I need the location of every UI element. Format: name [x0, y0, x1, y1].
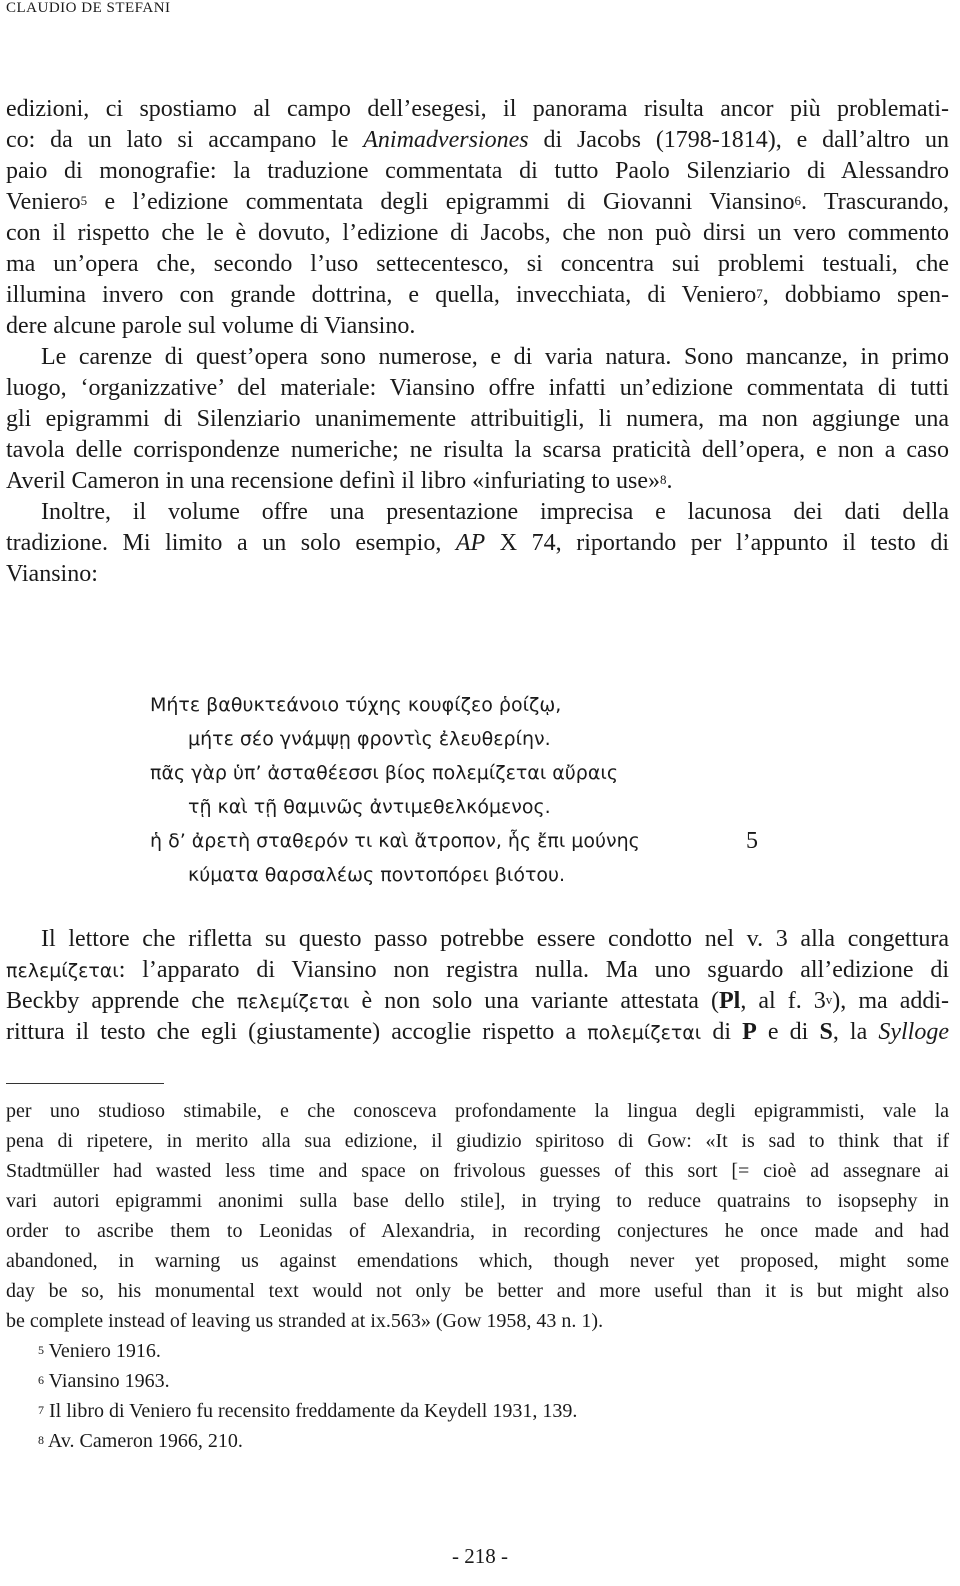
verse-line: πᾶς γὰρ ὑπ’ ἀσταθέεσσι βίος πολεμίζεται αὔραις — [150, 762, 618, 784]
footnote-number: 7 — [38, 1403, 44, 1417]
italic-siglum: AP — [455, 530, 486, 556]
text-line: Inoltre, il volume offre una presentazione imprecisa e lacunosa dei dati della — [41, 499, 949, 525]
text-line: Veniero$^5$ e l’edizione commentata degli epigrammi di Giovanni Viansino$^6$. Trascurando, — [6, 189, 949, 215]
text-line: πελεμίζεται: l’apparato di Viansino non registra nulla. Ma uno sguardo all’edizione di — [6, 957, 949, 983]
footnote-number: 5 — [38, 1343, 44, 1357]
running-head: CLAUDIO DE STEFANI — [6, 0, 171, 16]
text-line: tradizione. Mi limito a un solo esempio, AP X 74, riportando per l’appunto il testo di — [6, 530, 949, 556]
page-number: - 218 - — [452, 1544, 508, 1568]
italic-title: Animadversiones — [363, 127, 529, 153]
footnote-line: be complete instead of leaving us stranded at ix.563» (Gow 1958, 43 n. 1). — [6, 1310, 604, 1332]
greek-epigram — [150, 688, 770, 892]
text-line: con il rispetto che le è dovuto, l’edizione di Jacobs, che non può dirsi un vero commento — [6, 220, 949, 246]
italic-title: Sylloge — [878, 1019, 949, 1045]
footnote-ref: 7 — [756, 286, 763, 301]
verse-line: Μήτε βαθυκτεάνοιο τύχης κουφίζεο ῥοίζῳ, — [150, 694, 562, 716]
folio-verso-mark: v — [825, 992, 833, 1007]
text-line: illumina invero con grande dottrina, e quella, invecchiata, di Veniero$^7$, dobbiamo spen- — [6, 282, 949, 308]
siglum-bold: P — [742, 1019, 757, 1045]
text-line: paio di monografie: la traduzione commentata di tutto Paolo Silenziario di Alessandro — [6, 158, 949, 184]
siglum-bold: Pl — [719, 988, 741, 1014]
text-line: Beckby apprende che πελεμίζεται è non solo una variante attestata (Pl, al f. 3$^v$), ma addi- — [6, 988, 950, 1014]
main-text — [6, 94, 949, 590]
footnote-7: $^7$ Il libro di Veniero fu recensito freddamente da Keydell 1931, 139. — [38, 1400, 578, 1422]
main-text-continued — [6, 924, 949, 1048]
text-line: ma un’opera che, secondo l’uso settecentesco, si concentra sui problemi testuali, che — [6, 251, 949, 277]
footnote-line: order to ascribe them to Leonidas of Alexandria, in recording conjectures he once made and had — [6, 1220, 949, 1242]
text-line: edizioni, ci spostiamo al campo dell’esegesi, il panorama risulta ancor più problemati- — [6, 96, 949, 122]
greek-word: πελεμίζεται — [236, 991, 350, 1013]
greek-word: πολεμίζεται — [587, 1022, 702, 1044]
footnote-line: abandoned, in warning us against emendations which, though never yet proposed, might some — [6, 1250, 949, 1272]
text-line: Viansino: — [6, 561, 98, 587]
footnote-line: Stadtmüller had wasted less time and space on frivolous guesses of this sort [= cioè ad assegnare ai — [6, 1160, 949, 1182]
footnote-line: per uno studioso stimabile, e che conosceva profondamente la lingua degli epigrammisti, vale la — [6, 1100, 949, 1122]
text-line: co: da un lato si accampano le Animadversiones di Jacobs (1798-1814), e dall’altro un — [6, 127, 949, 153]
footnote-line: pena di ripetere, in merito alla sua edizione, il giudizio spiritoso di Gow: «It is sad to think that if — [6, 1130, 949, 1152]
text-line: tavola delle corrispondenze numeriche; ne risulta la scarsa praticità dell’opera, e non a caso — [6, 437, 949, 463]
text-line: Il lettore che rifletta su questo passo potrebbe essere condotto nel v. 3 alla congettura — [41, 926, 949, 952]
footnote-8: $^8$ Av. Cameron 1966, 210. — [38, 1430, 243, 1452]
text-line: gli epigrammi di Silenziario unanimemente attribuitigli, li numera, ma non aggiunge una — [6, 406, 949, 432]
verse-line: ἡ δ’ ἀρετὴ σταθερόν τι καὶ ἄτροπον, ἧς ἔπι μούνης 5 — [150, 824, 770, 858]
verse-line: κύματα θαρσαλέως ποντοπόρει βιότου. — [188, 864, 566, 886]
footnote-ref: 6 — [794, 193, 801, 208]
footnote-6: $^6$ Viansino 1963. — [38, 1370, 170, 1392]
text-line: luogo, ‘organizzative’ del materiale: Viansino offre infatti un’edizione commentata di tutti — [6, 375, 949, 401]
greek-word: πελεμίζεται — [6, 960, 119, 982]
footnote-separator — [6, 1083, 164, 1084]
footnote-line: vari autori epigrammi anonimi sulla base dello stile], in trying to reduce quatrains to isopsephy in — [6, 1190, 949, 1212]
text-line: Averil Cameron in una recensione definì il libro «infuriating to use»$^8$. — [6, 468, 673, 494]
verse-number: 5 — [746, 828, 758, 854]
footnote-ref: 5 — [80, 193, 88, 208]
footnote-number: 8 — [38, 1433, 44, 1447]
verse-line: τῇ καὶ τῇ θαμινῶς ἀντιμεθελκόμενος. — [188, 796, 551, 818]
footnote-number: 6 — [38, 1373, 44, 1387]
footnote-ref: 8 — [660, 472, 667, 487]
footnotes — [6, 1096, 949, 1456]
verse-line: μήτε σέο γνάμψῃ φροντὶς ἐλευθερίην. — [188, 728, 551, 750]
text-line: rittura il testo che egli (giustamente) accoglie rispetto a πολεμίζεται di P e di S, la Sylloge — [6, 1019, 949, 1045]
text-line: dere alcune parole sul volume di Viansino. — [6, 313, 416, 339]
text-line: Le carenze di quest’opera sono numerose, e di varia natura. Sono mancanze, in primo — [41, 344, 949, 370]
footnote-line: day be so, his monumental text would not only be better and more useful than it is but might also — [6, 1280, 949, 1302]
siglum-bold: S — [819, 1019, 833, 1045]
footnote-5: $^5$ Veniero 1916. — [38, 1340, 161, 1362]
